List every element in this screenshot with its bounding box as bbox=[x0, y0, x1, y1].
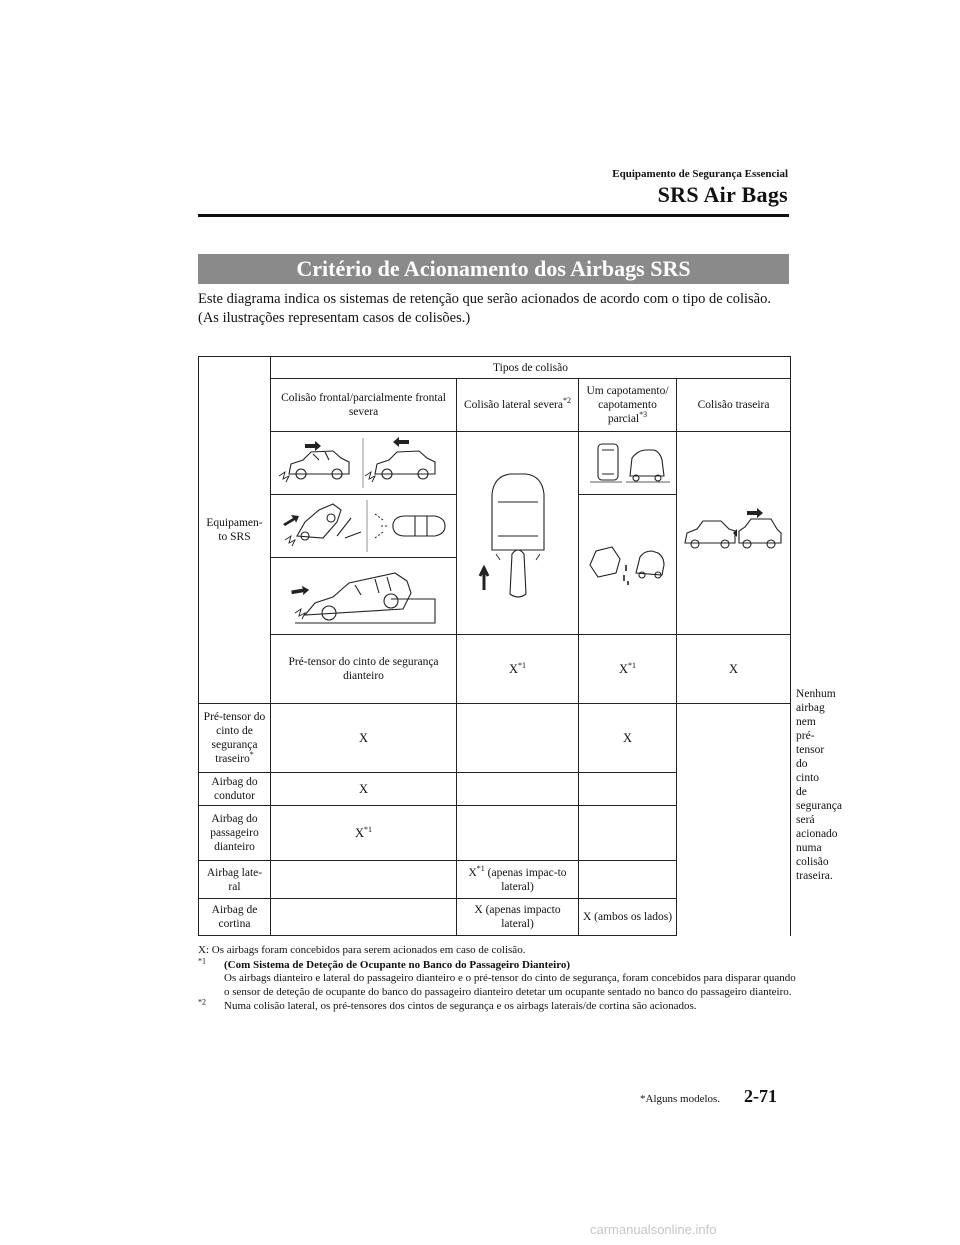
collision-types-header: Tipos de colisão bbox=[271, 357, 791, 379]
row-label-driver-airbag: Airbag do condutor bbox=[199, 773, 271, 806]
row-label-front-pretensioner: Pré-tensor do cinto de segurança dianteiro bbox=[271, 635, 457, 704]
car-rollover-icon bbox=[582, 535, 674, 595]
car-offset-collision-icon bbox=[275, 498, 453, 554]
lateral-illustration bbox=[457, 432, 579, 635]
cell-rear-pretensioner-rollover: X bbox=[579, 704, 677, 773]
cell-side-airbag-lateral: $X^{*1}$ (apenas impac-to lateral) bbox=[457, 860, 579, 899]
header-rule bbox=[198, 214, 789, 217]
car-slope-collision-icon bbox=[275, 563, 453, 629]
cell-front-pretensioner-rollover: X bbox=[677, 635, 791, 704]
section-banner: Critério de Acionamento dos Airbags SRS bbox=[198, 254, 789, 284]
page-number: 2-71 bbox=[744, 1086, 777, 1106]
rollover-illustration-2 bbox=[579, 495, 677, 635]
frontal-illustration-3 bbox=[271, 558, 457, 635]
cell-front-pretensioner-lateral: $X^{*1}$ bbox=[579, 635, 677, 704]
col-header-frontal: Colisão frontal/parcialmente frontal severa bbox=[271, 379, 457, 432]
some-models-note: *Alguns modelos. bbox=[640, 1093, 721, 1105]
cell-driver-airbag-lateral bbox=[457, 773, 579, 806]
watermark[interactable]: carmanualsonline.info bbox=[590, 1222, 717, 1237]
cell-passenger-airbag-rollover bbox=[579, 805, 677, 860]
car-rollover-icon bbox=[582, 436, 674, 490]
footnote-2: $^{*2}$ Numa colisão lateral, os pré-tensores dos cintos de segurança e os airbags laterais/de cortina são acionados. bbox=[198, 1000, 798, 1014]
row-label-passenger-airbag: Airbag do passageiro dianteiro bbox=[199, 805, 271, 860]
car-side-collision-icon bbox=[470, 458, 566, 608]
row-label-curtain-airbag: Airbag de cortina bbox=[199, 899, 271, 936]
rear-illustration bbox=[677, 432, 791, 635]
col-header-rear: Colisão traseira bbox=[677, 379, 791, 432]
cell-passenger-airbag-lateral bbox=[457, 805, 579, 860]
intro-line-1: Este diagrama indica os sistemas de retenção que serão acionados de acordo com o tipo de colisão. bbox=[198, 291, 771, 307]
cell-curtain-airbag-rollover: X (ambos os lados) bbox=[579, 899, 677, 936]
cell-side-airbag-rollover bbox=[579, 860, 677, 899]
rollover-illustration-1 bbox=[579, 432, 677, 495]
cell-curtain-airbag-frontal bbox=[271, 899, 457, 936]
page-title: SRS Air Bags bbox=[657, 182, 788, 207]
footnote-1-text: Os airbags dianteiro e lateral do passageiro dianteiro e o pré-tensor do cinto de segurança, foram concebidos para disparar quando o sensor de deteção de ocupante do banco do passageiro dianteiro detetar um ocupante sentado no banco do passageiro dianteiro. bbox=[224, 972, 796, 998]
cell-curtain-airbag-lateral: X (apenas impacto lateral) bbox=[457, 899, 579, 936]
header-section: Equipamento de Segurança Essencial bbox=[612, 168, 788, 180]
footnote-1-title: (Com Sistema de Deteção de Ocupante no Banco do Passageiro Dianteiro) bbox=[224, 958, 571, 971]
footnote-2-text: Numa colisão lateral, os pré-tensores dos cintos de segurança e os airbags laterais/de cortina são acionados. bbox=[224, 1000, 697, 1012]
footnote-x: X: Os airbags foram concebidos para serem acionados em caso de colisão. bbox=[198, 944, 526, 956]
row-label-side-airbag: Airbag late-ral bbox=[199, 860, 271, 899]
frontal-illustration-1 bbox=[271, 432, 457, 495]
cell-side-airbag-frontal bbox=[271, 860, 457, 899]
cell-rear-pretensioner-lateral bbox=[457, 704, 579, 773]
cell-rear-pretensioner-frontal: X bbox=[271, 704, 457, 773]
intro-line-2: (As ilustrações representam casos de colisões.) bbox=[198, 310, 471, 326]
corner-cell: Equipamen-to SRS bbox=[199, 357, 271, 704]
col-header-rollover: Um capotamento/ capotamento parcial$^{*3}$ bbox=[579, 379, 677, 432]
intro-text bbox=[198, 290, 798, 328]
footnote-1: $^{*1}$ (Com Sistema de Deteção de Ocupante no Banco do Passageiro Dianteiro) Os airbags dianteiro e lateral do passageiro dianteiro e o pré-tensor do cinto de segurança, foram concebidos para disparar quando o sensor de deteção de ocupante do banco do passageiro dianteiro detetar um ocupante sentado no banco do passageiro dianteiro. bbox=[198, 959, 798, 1000]
airbag-criteria-table: Equipamen-to SRS Tipos de colisão Colisão frontal/parcialmente frontal severa Colisão lateral severa$^{*2}$ Um capotamento/ capotamento parcial$^{*3}$ Colisão traseira Pré-tensor do cinto de segurança dianteiro $X^{*1}$ $X^{*1}$ X Nenhum airbag nem pré-tensor do cinto de segurança será acionado numa colisão traseira. Pré-tensor do cinto de segurança traseiro* X X Airbag do condutor X Airbag do passageiro dianteiro $X^{*1}$ Airbag late-ral $X^{*1}$ (apenas impac-to lateral) Airbag de cortina X (apenas impacto lateral) X (ambos os lados) bbox=[198, 356, 791, 936]
col-header-lateral: Colisão lateral severa$^{*2}$ bbox=[457, 379, 579, 432]
frontal-illustration-2 bbox=[271, 495, 457, 558]
cell-front-pretensioner-frontal: $X^{*1}$ bbox=[457, 635, 579, 704]
cell-driver-airbag-rollover bbox=[579, 773, 677, 806]
footnotes bbox=[198, 944, 798, 1014]
car-front-collision-icon bbox=[275, 436, 453, 490]
row-label-rear-pretensioner: Pré-tensor do cinto de segurança traseiro* bbox=[199, 704, 271, 773]
cell-driver-airbag-frontal: X bbox=[271, 773, 457, 806]
car-rear-collision-icon bbox=[681, 503, 787, 563]
cell-passenger-airbag-frontal: $X^{*1}$ bbox=[271, 805, 457, 860]
